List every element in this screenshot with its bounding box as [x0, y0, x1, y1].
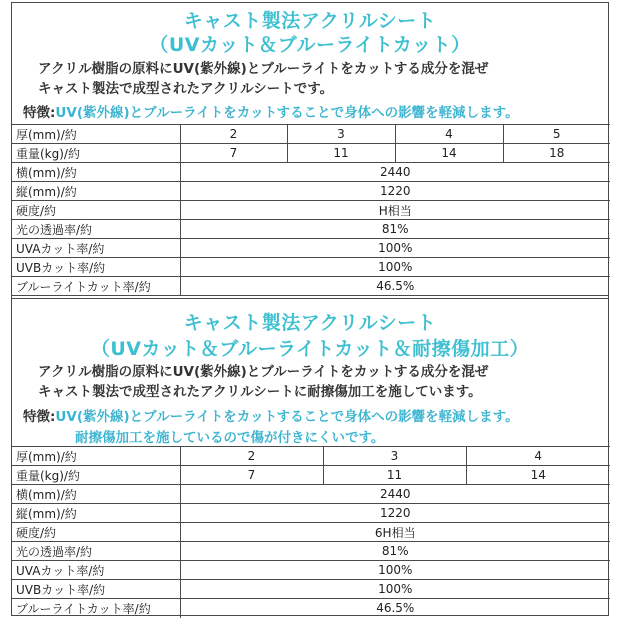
transmittance-label: 光の透過率/約	[12, 220, 180, 239]
length-value: 1220	[180, 504, 610, 523]
width-value: 2440	[180, 485, 610, 504]
table-row-hardness	[12, 523, 610, 542]
width-value: 2440	[180, 163, 610, 182]
thickness-cell: 3	[323, 447, 466, 466]
uva-value: 100%	[180, 239, 610, 258]
feature-line2: 耐擦傷加工を施しているので傷が付きにくいです。	[75, 430, 385, 446]
table-row-thickness	[12, 447, 610, 466]
length-label: 縦(mm)/約	[12, 182, 180, 201]
weight-cell: 11	[287, 144, 395, 163]
transmittance-label: 光の透過率/約	[12, 542, 180, 561]
section-title-line1: キャスト製法アクリルシート	[183, 10, 437, 32]
bluelight-label: ブルーライトカット率/約	[12, 599, 180, 618]
uva-value: 100%	[180, 561, 610, 580]
uvb-label: UVBカット率/約	[12, 258, 180, 277]
weight-cell: 11	[323, 466, 466, 485]
transmittance-value: 81%	[180, 220, 610, 239]
table-row-bluelight	[12, 277, 610, 296]
thickness-cell: 2	[180, 447, 323, 466]
thickness-cell: 2	[180, 125, 287, 144]
thickness-cell: 4	[395, 125, 503, 144]
table-row-bluelight	[12, 599, 610, 618]
feature-text: UV(紫外線)とブルーライトをカットすることで身体への影響を軽減します。	[55, 105, 519, 121]
length-label: 縦(mm)/約	[12, 504, 180, 523]
description-line1: アクリル樹脂の原料にUV(紫外線)とブルーライトをカットする成分を混ぜ	[38, 61, 489, 77]
section-uv-bluelight	[12, 3, 608, 295]
table-row-width	[12, 485, 610, 504]
hardness-label: 硬度/約	[12, 201, 180, 220]
section-uv-bluelight-scratch	[12, 300, 608, 616]
section-title-line1: キャスト製法アクリルシート	[183, 312, 437, 334]
bluelight-value: 46.5%	[180, 277, 610, 296]
uvb-value: 100%	[180, 580, 610, 599]
thickness-cell: 5	[503, 125, 610, 144]
width-label: 横(mm)/約	[12, 485, 180, 504]
uvb-label: UVBカット率/約	[12, 580, 180, 599]
table-row-length	[12, 182, 610, 201]
section-title-line2: （UVカット＆ブルーライトカット）	[149, 34, 471, 56]
hardness-value: H相当	[180, 201, 610, 220]
feature-line	[23, 101, 519, 121]
uvb-value: 100%	[180, 258, 610, 277]
bluelight-label: ブルーライトカット率/約	[12, 277, 180, 296]
weight-label: 重量(kg)/約	[12, 466, 180, 485]
thickness-cell: 4	[466, 447, 610, 466]
table-row-uva	[12, 239, 610, 258]
feature-line	[23, 405, 519, 425]
description-line1: アクリル樹脂の原料にUV(紫外線)とブルーライトをカットする成分を混ぜ	[38, 364, 489, 380]
description-line2: キャスト製法で成型されたアクリルシートです。	[38, 81, 334, 97]
width-label: 横(mm)/約	[12, 163, 180, 182]
table-row-transmittance	[12, 542, 610, 561]
uva-label: UVAカット率/約	[12, 239, 180, 258]
table-row-uva	[12, 561, 610, 580]
table-row-hardness	[12, 201, 610, 220]
length-value: 1220	[180, 182, 610, 201]
feature-prefix: 特徴:	[23, 409, 56, 425]
section-divider	[12, 295, 608, 299]
uva-label: UVAカット率/約	[12, 561, 180, 580]
hardness-label: 硬度/約	[12, 523, 180, 542]
table-row-width	[12, 163, 610, 182]
feature-text: UV(紫外線)とブルーライトをカットすることで身体への影響を軽減します。	[55, 409, 519, 425]
table-row-transmittance	[12, 220, 610, 239]
thickness-cell: 3	[287, 125, 395, 144]
transmittance-value: 81%	[180, 542, 610, 561]
feature-prefix: 特徴:	[23, 105, 56, 121]
weight-cell: 14	[466, 466, 610, 485]
table-row-thickness	[12, 125, 610, 144]
table-row-length	[12, 504, 610, 523]
table-row-uvb	[12, 580, 610, 599]
section-title-line2: （UVカット＆ブルーライトカット＆耐擦傷加工）	[90, 338, 530, 360]
weight-cell: 7	[180, 466, 323, 485]
weight-label: 重量(kg)/約	[12, 144, 180, 163]
spec-table	[12, 124, 610, 296]
product-info-frame	[11, 2, 609, 616]
table-row-uvb	[12, 258, 610, 277]
weight-cell: 14	[395, 144, 503, 163]
thickness-label: 厚(mm)/約	[12, 125, 180, 144]
weight-cell: 18	[503, 144, 610, 163]
bluelight-value: 46.5%	[180, 599, 610, 618]
table-row-weight	[12, 466, 610, 485]
thickness-label: 厚(mm)/約	[12, 447, 180, 466]
weight-cell: 7	[180, 144, 287, 163]
table-row-weight	[12, 144, 610, 163]
description-line2: キャスト製法で成型されたアクリルシートに耐擦傷加工を施しています。	[38, 384, 482, 400]
hardness-value: 6H相当	[180, 523, 610, 542]
spec-table	[12, 446, 610, 618]
